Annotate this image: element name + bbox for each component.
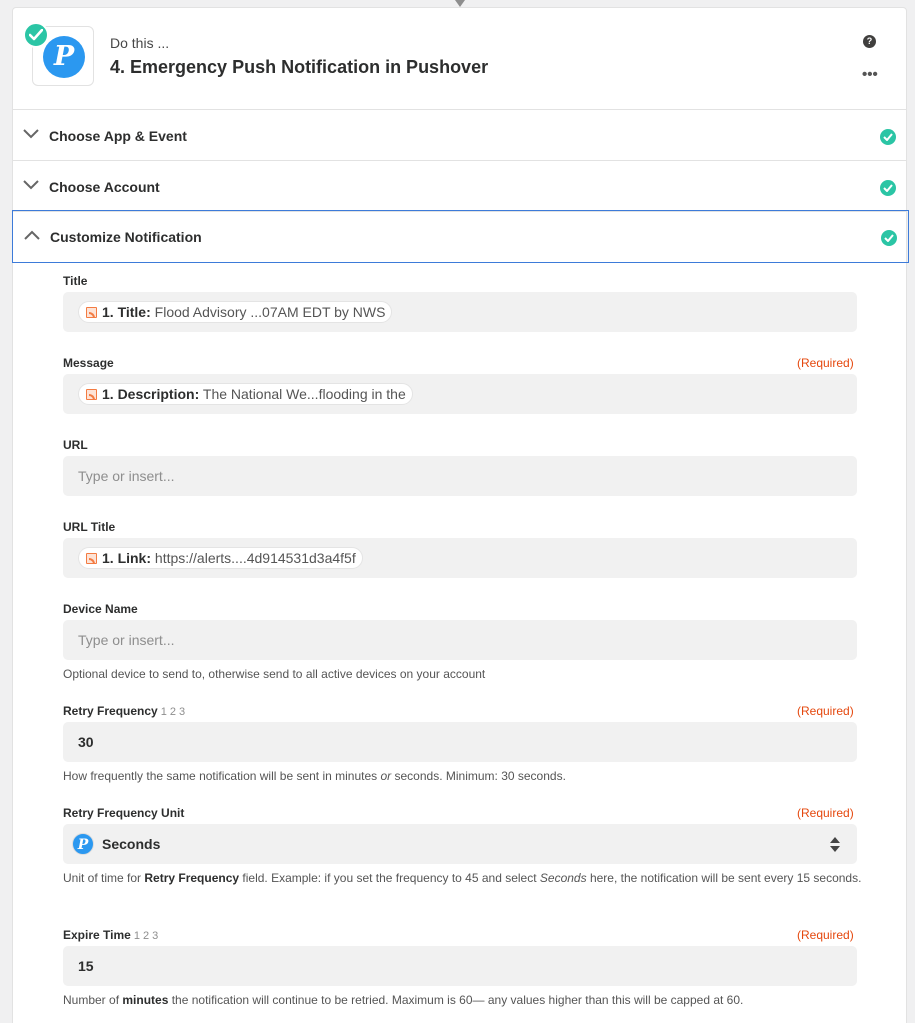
check-circle-icon — [880, 129, 896, 145]
required-badge: (Required) — [797, 356, 854, 370]
check-circle-icon — [880, 180, 896, 196]
section-label: Choose App & Event — [49, 128, 187, 144]
title-label: Title — [63, 274, 88, 288]
retry-frequency-unit-label: Retry Frequency Unit — [63, 806, 185, 820]
help-text: Number of — [63, 993, 123, 1007]
expire-time-steps: 1 2 3 — [133, 930, 159, 942]
help-text: field. Example: if you set the frequency to 45 and select — [239, 871, 540, 885]
retry-frequency-unit-help — [63, 868, 863, 888]
help-text-em: Seconds — [539, 871, 587, 885]
retry-frequency-steps: 1 2 3 — [160, 706, 186, 718]
mapped-value-pill[interactable] — [78, 383, 413, 405]
step-kind-label: Do this ... — [110, 35, 170, 51]
section-choose-app-event[interactable] — [13, 110, 906, 161]
retry-frequency-unit-value: Seconds — [102, 836, 161, 852]
required-badge: (Required) — [797, 806, 854, 820]
help-text: seconds. Minimum: 30 seconds. — [391, 769, 566, 783]
url-title-field[interactable] — [63, 538, 857, 578]
help-text-bold: Retry Frequency — [144, 871, 240, 885]
help-text: How frequently the same notification will be sent in minutes — [63, 769, 381, 783]
step-header[interactable] — [13, 8, 906, 110]
expire-time-label-text: Expire Time — [63, 928, 131, 942]
pushover-logo: P — [43, 36, 85, 78]
device-name-label: Device Name — [63, 602, 138, 616]
help-text: Unit of time for — [63, 871, 145, 885]
more-icon[interactable]: ••• — [862, 66, 878, 83]
retry-frequency-unit-select[interactable] — [63, 824, 857, 864]
message-label: Message — [63, 356, 114, 370]
rss-icon — [86, 389, 97, 400]
pill-value: Flood Advisory ...07AM EDT by NWS — [154, 304, 386, 320]
chevron-down-icon — [23, 180, 39, 190]
expire-time-label — [63, 928, 158, 942]
rss-icon — [86, 307, 97, 318]
required-badge: (Required) — [797, 928, 854, 942]
help-text-bold: minutes — [122, 993, 169, 1007]
pill-value: https://alerts....4d914531d3a4f5f — [154, 550, 356, 566]
check-circle-icon — [881, 230, 897, 246]
pill-key: 1. Link: — [102, 550, 152, 566]
rss-icon — [86, 553, 97, 564]
expire-time-field[interactable] — [63, 946, 857, 986]
section-customize-notification[interactable] — [12, 210, 909, 263]
step-card — [12, 7, 907, 1023]
section-choose-account[interactable] — [13, 161, 906, 212]
required-badge: (Required) — [797, 704, 854, 718]
help-text: the notification will continue to be retried. Maximum is 60— any values higher than this will be capped at 60. — [168, 993, 744, 1007]
expire-time-help — [63, 990, 863, 1010]
connector-arrow — [455, 0, 465, 7]
url-title-label: URL Title — [63, 520, 116, 534]
url-label: URL — [63, 438, 88, 452]
expire-time-value: 15 — [78, 958, 94, 974]
retry-frequency-label-text: Retry Frequency — [63, 704, 158, 718]
retry-frequency-help — [63, 766, 863, 786]
chevron-down-icon — [23, 129, 39, 139]
retry-frequency-label — [63, 704, 185, 718]
retry-frequency-field[interactable] — [63, 722, 857, 762]
help-text-em: or — [380, 769, 392, 783]
pill-key: 1. Title: — [102, 304, 151, 320]
retry-frequency-value: 30 — [78, 734, 94, 750]
mapped-value-pill[interactable] — [78, 301, 392, 323]
section-label: Choose Account — [49, 179, 160, 195]
pushover-logo: P — [72, 833, 94, 855]
sort-arrows-icon — [830, 837, 840, 852]
step-complete-check-icon — [23, 22, 49, 48]
device-name-help: Optional device to send to, otherwise send to all active devices on your account — [63, 667, 486, 681]
help-text: here, the notification will be sent every 15 seconds. — [586, 871, 862, 885]
chevron-up-icon — [24, 230, 40, 240]
mapped-value-pill[interactable] — [78, 547, 363, 569]
device-name-field[interactable] — [63, 620, 857, 660]
title-field[interactable] — [63, 292, 857, 332]
pill-value: The National We...flooding in the — [202, 386, 406, 402]
step-title: 4. Emergency Push Notification in Pushover — [110, 57, 489, 77]
message-field[interactable] — [63, 374, 857, 414]
section-label: Customize Notification — [50, 229, 202, 245]
url-field[interactable] — [63, 456, 857, 496]
help-icon[interactable]: ? — [863, 35, 876, 48]
pill-key: 1. Description: — [102, 386, 200, 402]
device-name-placeholder: Type or insert... — [78, 632, 175, 648]
url-placeholder: Type or insert... — [78, 468, 175, 484]
